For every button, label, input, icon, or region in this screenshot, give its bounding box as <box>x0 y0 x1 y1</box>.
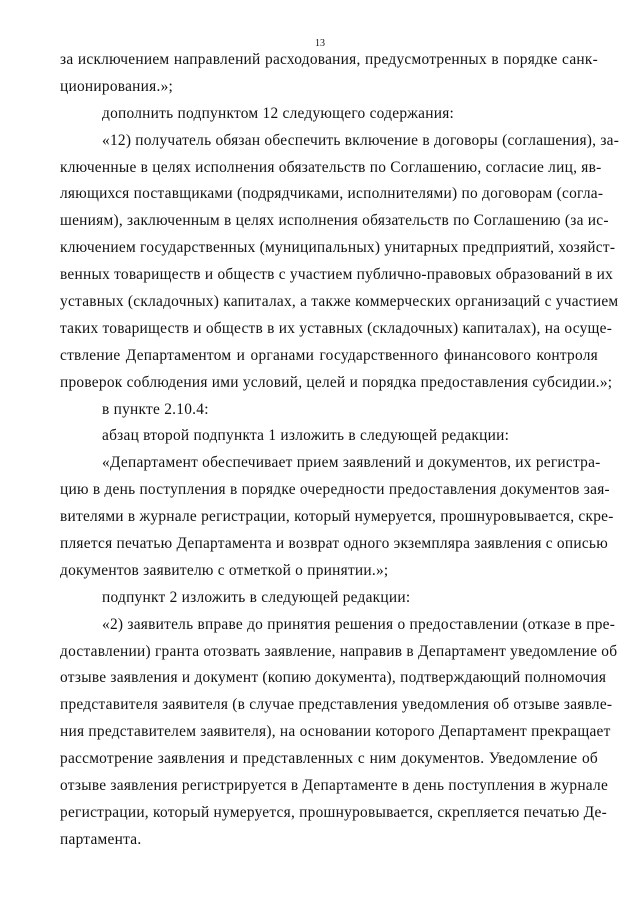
text-line: ствление Департаментом и органами государственного финансового контроля <box>60 346 598 364</box>
text-line: ния представителем заявителя), на основании которого Департамент прекращает <box>60 723 611 741</box>
text-line: «Департамент обеспечивает прием заявлений и документов, их регистра- <box>102 454 601 472</box>
text-line: партамента. <box>60 830 142 848</box>
text-line: отзыве заявления регистрируется в Департаменте в день поступления в журнале <box>60 777 609 795</box>
text-line: «12) получатель обязан обеспечить включение в договоры (соглашения), за- <box>102 131 620 149</box>
text-line: ляющихся поставщиками (подрядчиками, исполнителями) по договорам (согла- <box>60 185 604 203</box>
text-line: ционирования.»; <box>60 77 174 95</box>
text-line: венных товариществ и обществ с участием публично-правовых образований в их <box>60 266 614 284</box>
text-line: ключенные в целях исполнения обязательств по Соглашению, согласие лиц, яв- <box>60 158 602 176</box>
text-line: за исключением направлений расходования, предусмотренных в порядке санк- <box>60 51 598 68</box>
text-line: регистрации, который нумеруется, прошнуровывается, скрепляется печатью Де- <box>60 803 607 821</box>
text-line: вителями в журнале регистрации, который нумеруется, прошнуровывается, скре- <box>60 508 614 526</box>
text-line: проверок соблюдения ими условий, целей и порядка предоставления субсидии.»; <box>60 373 613 391</box>
text-line: «2) заявитель вправе до принятия решения о предоставлении (отказе в пре- <box>102 615 616 633</box>
text-line: представителя заявителя (в случае представления уведомления об отзыве заявле- <box>60 696 613 714</box>
text-line: таких товариществ и обществ в их уставных (складочных) капиталах), на осуще- <box>60 319 613 337</box>
text-line: ключением государственных (муниципальных) унитарных предприятий, хозяйст- <box>60 239 616 257</box>
text-line: цию в день поступления в порядке очередности предоставления документов зая- <box>60 481 610 499</box>
text-line: подпункт 2 изложить в следующей редакции: <box>102 588 411 606</box>
document-body <box>60 47 620 854</box>
text-line: шениям), заключенным в целях исполнения обязательств по Соглашению (за ис- <box>60 212 609 230</box>
text-line: рассмотрение заявления и представленных с ним документов. Уведомление об <box>60 750 598 768</box>
text-line: уставных (складочных) капиталах, а также коммерческих организаций с участием <box>60 293 619 311</box>
page-number: 13 <box>315 38 325 49</box>
text-line: отзыве заявления и документ (копию документа), подтверждающий полномочия <box>60 669 607 687</box>
text-line: абзац второй подпункта 1 изложить в следующей редакции: <box>102 427 510 445</box>
text-line: дополнить подпунктом 12 следующего содержания: <box>102 104 455 122</box>
text-line: пляется печатью Департамента и возврат одного экземпляра заявления с описью <box>60 535 608 553</box>
text-line: доставлении) гранта отозвать заявление, направив в Департамент уведомление об <box>60 642 618 660</box>
text-line: документов заявителю с отметкой о принятии.»; <box>60 561 389 579</box>
text-line: в пункте 2.10.4: <box>102 400 209 418</box>
